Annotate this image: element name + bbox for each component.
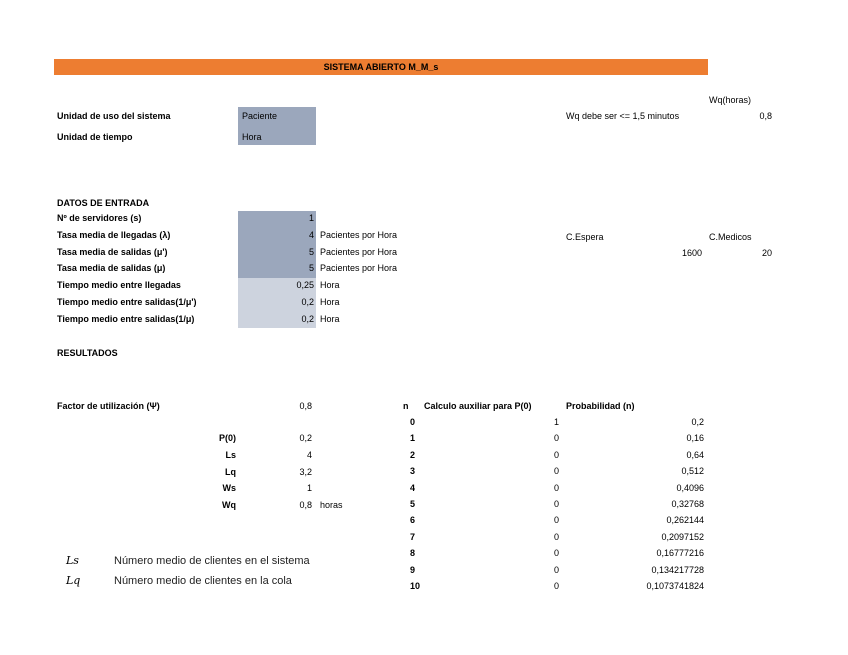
prob-row-prob: 0,4096 bbox=[676, 482, 704, 493]
metric-label: P(0) bbox=[218, 433, 236, 443]
metric-unit: horas bbox=[320, 500, 343, 511]
unidad-tiempo-label: Unidad de tiempo bbox=[57, 132, 133, 142]
prob-row-aux: 0 bbox=[554, 433, 560, 444]
c-medicos-label: C.Medicos bbox=[709, 232, 752, 242]
prob-row-prob: 0,512 bbox=[681, 466, 704, 477]
entrada-unit: Hora bbox=[320, 280, 340, 291]
entrada-value-cell[interactable]: 0,2 bbox=[301, 297, 314, 307]
entrada-label: Tasa media de salidas (μ') bbox=[57, 246, 168, 257]
prob-row-aux: 0 bbox=[554, 581, 560, 591]
metric-value: 1 bbox=[306, 483, 312, 494]
legend-lq-text: Número medio de clientes en la cola bbox=[114, 575, 292, 587]
entrada-label: Tiempo medio entre salidas(1/μ) bbox=[57, 313, 195, 324]
prob-header-aux: Calculo auxiliar para P(0) bbox=[424, 401, 532, 411]
prob-row-aux: 0 bbox=[554, 564, 560, 575]
entrada-unit: Pacientes por Hora bbox=[320, 246, 398, 257]
entrada-value-cell[interactable]: 1 bbox=[308, 213, 314, 223]
unidad-tiempo-cell[interactable]: Hora bbox=[242, 132, 262, 142]
metric-label: Wq bbox=[222, 500, 236, 511]
prob-row-prob: 0,2097152 bbox=[661, 531, 704, 542]
legend-ls-text: Número medio de clientes en el sistema bbox=[114, 555, 310, 567]
metric-label: Ls bbox=[225, 449, 236, 460]
prob-row-prob: 0,16777216 bbox=[656, 548, 704, 559]
entrada-value-cell[interactable]: 5 bbox=[308, 263, 314, 274]
c-espera-value: 1600 bbox=[681, 248, 702, 258]
prob-row-n: 5 bbox=[410, 499, 416, 509]
legend-lq-symbol: Lq bbox=[66, 574, 81, 587]
prob-row-n: 7 bbox=[410, 531, 416, 542]
prob-row-aux: 0 bbox=[554, 466, 560, 477]
prob-row-n: 1 bbox=[410, 433, 416, 444]
prob-row-prob: 0,32768 bbox=[671, 499, 704, 509]
metric-value: 0,8 bbox=[299, 500, 312, 511]
resultados-heading: RESULTADOS bbox=[57, 348, 118, 358]
unidad-uso-label: Unidad de uso del sistema bbox=[57, 111, 171, 121]
prob-row-aux: 0 bbox=[554, 482, 560, 493]
entrada-value-cell[interactable]: 5 bbox=[308, 246, 314, 257]
factor-utilizacion-label: Factor de utilización (Ψ) bbox=[57, 401, 160, 411]
c-medicos-value: 20 bbox=[761, 248, 772, 258]
prob-row-n: 4 bbox=[410, 482, 416, 493]
entrada-unit: Hora bbox=[320, 313, 340, 324]
datos-entrada-heading: DATOS DE ENTRADA bbox=[57, 198, 150, 208]
prob-row-prob: 0,1073741824 bbox=[646, 581, 704, 591]
prob-row-prob: 0,64 bbox=[686, 449, 704, 460]
metric-value: 4 bbox=[306, 449, 312, 460]
metric-label: Ws bbox=[222, 483, 236, 494]
wq-condition-label: Wq debe ser <= 1,5 minutos bbox=[566, 111, 680, 121]
metric-value: 0,2 bbox=[299, 433, 312, 443]
prob-row-aux: 0 bbox=[554, 548, 560, 559]
entrada-label: Tiempo medio entre llegadas bbox=[57, 280, 181, 291]
entrada-label: Tasa media de llegadas (λ) bbox=[57, 229, 171, 240]
prob-row-aux: 0 bbox=[554, 499, 560, 509]
wq-condition-value: 0,8 bbox=[759, 111, 772, 121]
prob-row-n: 3 bbox=[410, 466, 416, 477]
entrada-label: Tasa media de salidas (μ) bbox=[57, 263, 166, 274]
prob-header-n: n bbox=[403, 401, 409, 411]
prob-header-prob: Probabilidad (n) bbox=[566, 401, 635, 411]
sheet-title-banner: SISTEMA ABIERTO M_M_s bbox=[54, 59, 708, 75]
entrada-unit: Hora bbox=[320, 297, 340, 307]
prob-row-n: 6 bbox=[410, 515, 416, 526]
prob-row-n: 2 bbox=[410, 449, 416, 460]
prob-row-prob: 0,134217728 bbox=[651, 564, 704, 575]
prob-row-prob: 0,2 bbox=[691, 417, 704, 427]
wq-header: Wq(horas) bbox=[709, 95, 752, 105]
prob-row-aux: 0 bbox=[554, 449, 560, 460]
prob-row-aux: 0 bbox=[554, 515, 560, 526]
prob-row-aux: 0 bbox=[554, 531, 560, 542]
prob-row-prob: 0,262144 bbox=[666, 515, 704, 526]
legend-ls-symbol: Ls bbox=[66, 554, 79, 567]
prob-row-n: 8 bbox=[410, 548, 416, 559]
entrada-unit: Pacientes por Hora bbox=[320, 229, 398, 240]
entrada-value-cell[interactable]: 0,25 bbox=[296, 280, 314, 291]
entrada-label: Nº de servidores (s) bbox=[57, 213, 142, 223]
prob-row-n: 10 bbox=[410, 581, 421, 591]
entrada-value-cell[interactable]: 0,2 bbox=[301, 313, 314, 324]
entrada-label: Tiempo medio entre salidas(1/μ') bbox=[57, 297, 197, 307]
metric-label: Lq bbox=[225, 466, 236, 477]
prob-row-aux: 1 bbox=[554, 417, 560, 427]
metric-value: 3,2 bbox=[299, 466, 312, 477]
prob-row-prob: 0,16 bbox=[686, 433, 704, 444]
entrada-value-cell[interactable]: 4 bbox=[308, 229, 314, 240]
unidad-uso-cell[interactable]: Paciente bbox=[242, 111, 278, 121]
factor-utilizacion-value: 0,8 bbox=[299, 401, 312, 411]
prob-row-n: 9 bbox=[410, 564, 416, 575]
prob-row-n: 0 bbox=[410, 417, 416, 427]
entrada-unit: Pacientes por Hora bbox=[320, 263, 398, 274]
c-espera-label: C.Espera bbox=[566, 232, 604, 242]
